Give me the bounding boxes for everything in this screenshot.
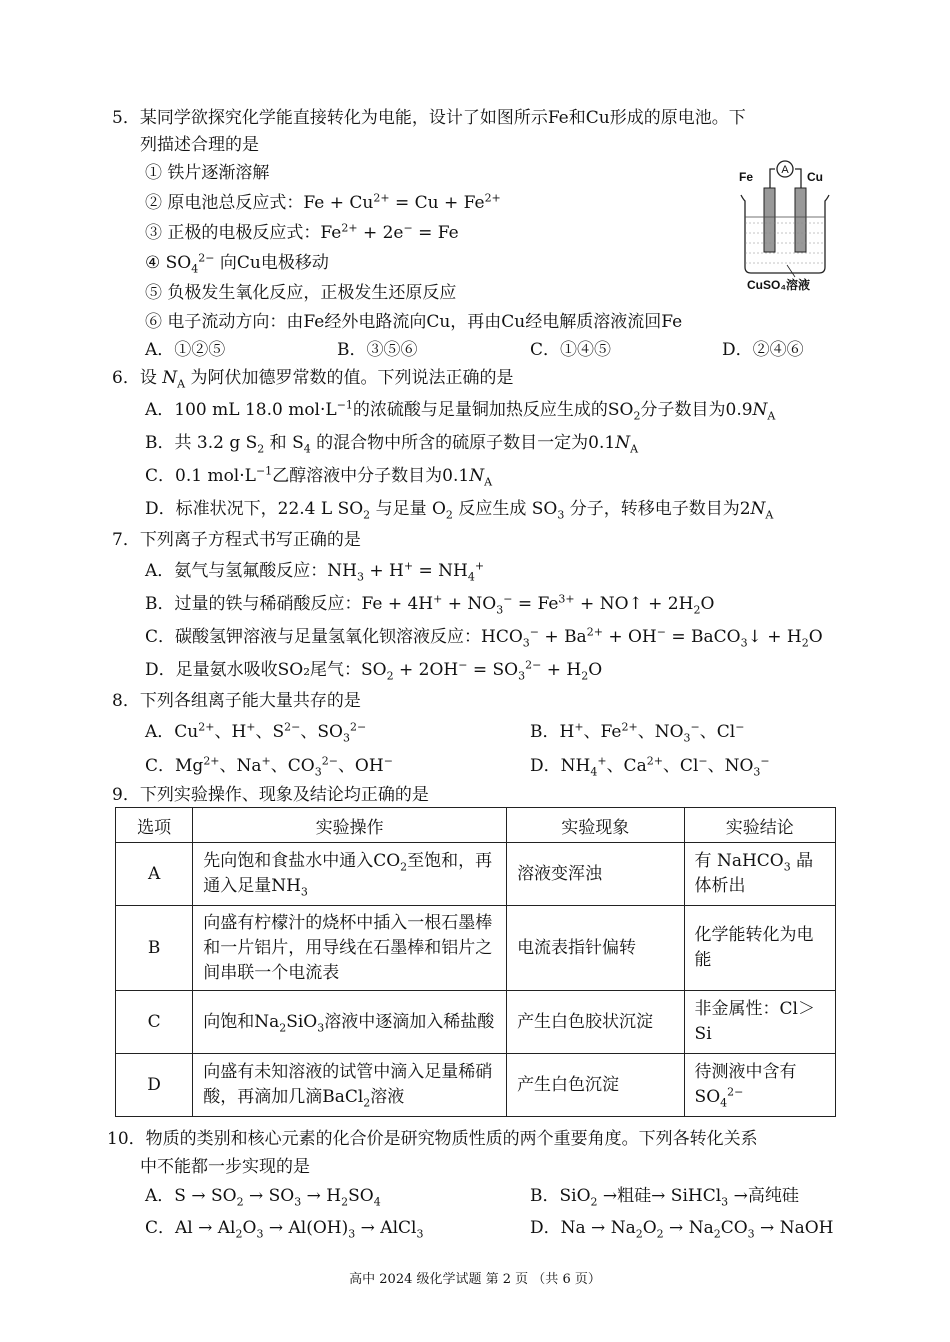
q7-option-a: A．氨气与氢氟酸反应：$NH_3 + H^+ = NH_4^+$ (145, 559, 485, 584)
q8-stem: 8．下列各组离子能大量共存的是 (112, 691, 361, 711)
q8-option-b-label: B． (530, 722, 560, 742)
row-phenomenon: 电流表指针偏转 (507, 906, 684, 991)
table-header: 实验结论 (684, 808, 835, 843)
q8-option-c: C．$Mg^{2+}$、Na+、$CO_3^{2-}$、OH− (145, 754, 393, 779)
row-option: B (116, 906, 193, 991)
q5-item-1: ① 铁片逐渐溶解 (145, 163, 270, 183)
q6-option-a: A．100 mL 18.0 $mol\cdot L^{-1}$的浓硫酸与足量铜加热反应生成的$SO_2$分子数目为$0.9N_A$ (145, 398, 776, 423)
galvanic-cell-figure (735, 155, 845, 295)
table-header: 实验现象 (507, 808, 684, 843)
q10-stem-line2: 中不能都一步实现的是 (140, 1157, 310, 1177)
cu-label: Cu (807, 170, 823, 184)
q5-item-6: ⑥ 电子流动方向：由Fe经外电路流向Cu，再由Cu经电解质溶液流回Fe (145, 312, 683, 332)
row-conclusion: 化学能转化为电能 (684, 906, 835, 991)
q10-option-c: C．$Al \to Al_2O_3 \to Al(OH)_3$ → AlCl$_3$ (145, 1218, 424, 1241)
q5-item-4-ion: $SO_4^{2-}$ (165, 251, 215, 276)
table-row (116, 1054, 836, 1117)
q5-stem-line2: 列描述合理的是 (140, 135, 259, 155)
row-option: C (116, 991, 193, 1054)
row-option: A (116, 843, 193, 906)
table-header-row (116, 808, 836, 843)
q6-option-b: B．共 3.2 g $S_2$ 和 $S_4$ 的混合物中所含的硫原子数目一定为$0.1N_A$ (145, 433, 639, 456)
row-conclusion: 非金属性：Cl＞Si (684, 991, 835, 1054)
row-operation: 先向饱和食盐水中通入$CO_2$至饱和，再通入足量$NH_3$ (193, 843, 507, 906)
q7-option-b-label: B．过量的铁与稀硝酸反应： (145, 594, 362, 614)
page-footer: 高中 2024 级化学试题 第 2 页 （共 6 页） (349, 1272, 601, 1287)
q5-option-a: A．①②⑤ (145, 340, 226, 360)
q6-stem-pre: 6．设 (112, 368, 157, 388)
q10-option-a: A．$S \to SO_2 \to SO_3 \to H_2SO_4$ (145, 1186, 381, 1209)
q5-option-b: B．③⑤⑥ (337, 340, 418, 360)
q5-item-4-label: ④ (145, 253, 166, 273)
table-row (116, 906, 836, 991)
q8-option-c-label: C． (145, 756, 176, 776)
q5-option-c: C．①④⑤ (530, 340, 612, 360)
q5-item-4-tail: 向Cu电极移动 (219, 253, 329, 273)
q5-item-2-eq: $Fe + Cu^{2+} = Cu + Fe^{2+}$ (303, 191, 501, 213)
q7-option-d-label: D．足量氨水吸收SO₂尾气： (145, 660, 362, 680)
ammeter-label: A (781, 164, 789, 176)
q7-option-c: C．碳酸氢钾溶液与足量氢氧化钡溶液反应：$HCO_3^- + Ba^{2+} + OH^-$ = BaCO$_3$↓ + $H_2O$ (145, 625, 823, 650)
q5-option-d: D．②④⑥ (722, 340, 804, 360)
row-phenomenon: 产生白色沉淀 (507, 1054, 684, 1117)
table-row (116, 843, 836, 906)
q7-stem: 7．下列离子方程式书写正确的是 (112, 530, 361, 550)
table-row (116, 991, 836, 1054)
q5-stem-line1: 5．某同学欲探究化学能直接转化为电能，设计了如图所示Fe和Cu形成的原电池。下 (112, 108, 746, 128)
table-header: 选项 (116, 808, 193, 843)
q5-item-3 (145, 222, 459, 244)
q9-stem: 9．下列实验操作、现象及结论均正确的是 (112, 785, 429, 805)
row-operation: 向盛有柠檬汁的烧杯中插入一根石墨棒和一片铝片，用导线在石墨棒和铝片之间串联一个电流表 (193, 906, 507, 991)
row-option: D (116, 1054, 193, 1117)
table-header: 实验操作 (193, 808, 507, 843)
solution-label: CuSO₄溶液 (747, 278, 811, 292)
row-operation: 向饱和$Na_2SiO_3$溶液中逐滴加入稀盐酸 (193, 991, 507, 1054)
q10-option-b: B．SiO$_2$ →粗硅→ SiHCl$_3$ →高纯硅 (530, 1186, 799, 1209)
q6-stem: 6．设 $N_A$ 为阿伏加德罗常数的值。下列说法正确的是 (112, 368, 514, 391)
experiment-table (115, 807, 836, 1117)
q8-option-d-label: D． (530, 756, 561, 776)
row-phenomenon: 溶液变浑浊 (507, 843, 684, 906)
q7-option-b: B．过量的铁与稀硝酸反应：$Fe + 4H^+ + NO_3^- = Fe^{3+}$ + NO↑ + $2H_2O$ (145, 592, 715, 617)
q5-item-4 (145, 252, 329, 274)
q7-option-c-label: C．碳酸氢钾溶液与足量氢氧化钡溶液反应： (145, 627, 482, 647)
row-phenomenon: 产生白色胶状沉淀 (507, 991, 684, 1054)
q5-item-3-eq: $Fe^{2+} + 2e^- = Fe$ (320, 221, 459, 243)
fe-label: Fe (739, 170, 754, 184)
row-conclusion: 待测液中含有$SO_4^{2-}$ (684, 1054, 835, 1117)
q5-item-5: ⑤ 负极发生氧化反应，正极发生还原反应 (145, 283, 457, 303)
q7-option-a-label: A．氨气与氢氟酸反应： (145, 561, 328, 581)
q8-option-a-label: A． (145, 722, 175, 742)
q8-option-a: A．$Cu^{2+}$、H+、$S^{2-}$、$SO_3^{2-}$ (145, 720, 367, 745)
q7-option-d: D．足量氨水吸收SO₂尾气：$SO_2 + 2OH^- = SO_3^{2-} + H_2O$ (145, 658, 603, 683)
row-operation: 向盛有未知溶液的试管中滴入足量稀硝酸，再滴加几滴BaCl$_2$溶液 (193, 1054, 507, 1117)
q10-option-d: D．$Na \to Na_2O_2 \to Na_2CO_3$ → NaOH (530, 1218, 834, 1241)
q5-item-3-label: ③ 正极的电极反应式： (145, 223, 321, 243)
q10-stem-line1: 10．物质的类别和核心元素的化合价是研究物质性质的两个重要角度。下列各转化关系 (107, 1129, 758, 1149)
q6-option-d: D．标准状况下，22.4 L $SO_2$ 与足量 $O_2$ 反应生成 $SO_3$ 分子，转移电子数目为$2N_A$ (145, 499, 774, 522)
q6-stem-post: 为阿伏加德罗常数的值。下列说法正确的是 (190, 368, 514, 388)
q5-item-2-label: ② 原电池总反应式： (145, 193, 304, 213)
q6-option-c: C．0.1 $mol\cdot L^{-1}$乙醇溶液中分子数目为$0.1N_A$ (145, 464, 493, 489)
q8-option-d: D．$NH_4^+$、$Ca^{2+}$、Cl−、$NO_3^-$ (530, 754, 770, 779)
q5-item-2 (145, 192, 501, 214)
q8-option-b: B．H+、$Fe^{2+}$、$NO_3^-$、Cl− (530, 720, 745, 745)
row-conclusion: 有 NaHCO$_3$ 晶体析出 (684, 843, 835, 906)
